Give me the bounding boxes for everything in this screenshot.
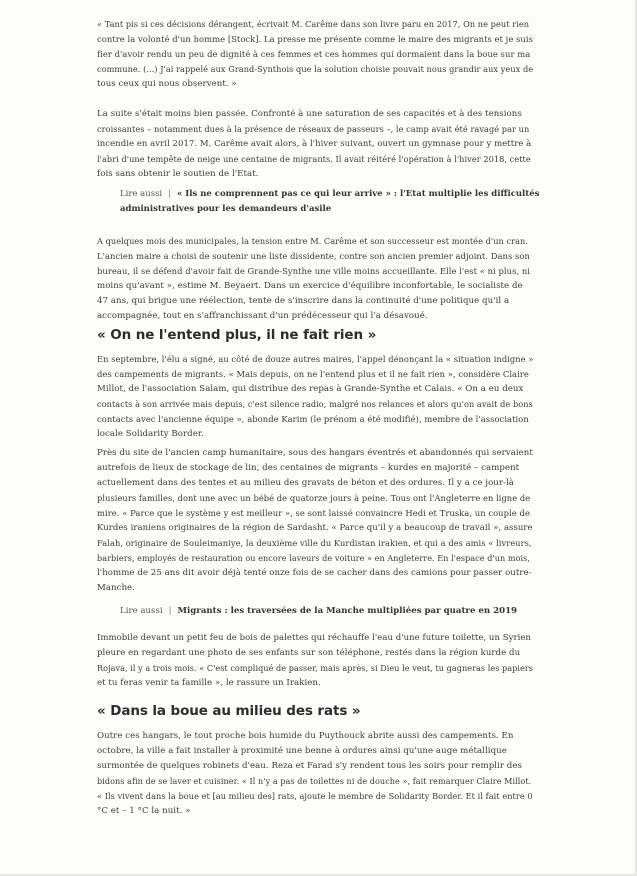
text-line: Millot, de l'association Salam, qui distribue des repas à Grande-Synthe et Calais. « On a eu deux [97,384,524,394]
text-line: l'homme de 25 ans dit avoir déjà tenté onze fois de se cacher dans des camions pour passer outre- [97,568,532,578]
text-line: Immobile devant un petit feu de bois de palettes qui réchauffe l'eau d'une future toilette, un Syrien [97,633,531,643]
read-also-block [120,187,540,217]
text-line: autrefois de lieux de stockage de lin, des centaines de migrants – kurdes en majorité – campent [97,463,520,473]
text-line: fois sans obtenir le soutien de l'Etat. [97,169,259,179]
paragraph-puythouck [97,729,533,819]
text-line: barbiers, employés de restauration ou encore laveurs de voiture » en Angleterre. En l'espace d'un mois, [97,553,530,563]
text-line: l'abri d'une tempête de neige une centaine de migrants. Il avait réitéré l'opération à l'hiver 2018, cette [97,154,531,164]
text-line: commune. (...) J'ai rappelé aux Grand-Synthois que la solution choisie pouvait nous grandir aux yeux de [97,64,534,74]
text-line: « Tant pis si ces décisions dérangent, écrivait M. Carême dans son livre paru en 2017, On ne peut rien [97,19,530,29]
read-also-block [120,604,520,619]
read-also-line [120,187,540,202]
text-line: bidons afin de se laver et cuisiner. « Il n'y a pas de toilettes ni de douche », fait remarquer Claire Millot. [97,776,532,786]
text-line: locale Solidarity Border. [97,429,204,439]
text-line: et tu feras venir ta famille », le rassure un Irakien. [97,678,321,688]
paragraph-hangars [97,446,533,596]
read-also-link-continued[interactable]: administratives pour les demandeurs d'asile [120,204,332,214]
read-also-label: Lire aussi [120,606,163,616]
read-also-label: Lire aussi [120,189,163,199]
text-line: octobre, la ville a fait installer à proximité une benne à ordures ainsi qu'une auge métallique [97,746,507,756]
text-line: La suite s'était moins bien passée. Confronté à une saturation de ses capacités et à des tensions [97,109,522,119]
text-line: Manche. [97,583,135,593]
text-line: moins qu'avant », estime M. Beyaert. Dans un exercice d'équilibre inconfortable, le socialiste de [97,281,523,291]
text-line: croissantes – notamment dues à la présence de réseaux de passeurs –, le camp avait été ravagé par un [97,124,530,134]
text-line: Kurdes iraniens originaires de la région de Sardasht. « Parce qu'il y a beaucoup de travail », assure [97,523,533,533]
text-line: accompagnée, tout en s'affranchissant d'un prédécesseur qui l'a désavoué. [97,311,428,321]
text-line: Falah, originaire de Souleimaniye, la deuxième ville du Kurdistan irakien, et qui a des amis « livreurs, [97,538,532,548]
paragraph-syrien [97,631,533,691]
paragraph-camp-fire [97,107,533,182]
text-line: Près du site de l'ancien camp humanitaire, sous des hangars éventrés et abandonnés qui servaient [97,448,533,458]
separator: | [168,606,172,616]
text-line: surmontée de quelques robinets d'eau. Reza et Farad s'y rendent tous les soirs pour remplir des [97,761,522,771]
text-line: contre la volonté d'un homme [Stock]. La presse me présente comme le maire des migrants et je suis [97,34,533,44]
text-line: fier d'avoir rendu un peu de dignité à ces femmes et ces hommes qui dormaient dans la boue sur ma [97,49,531,59]
text-line: tous ceux qui nous observent. » [97,79,237,89]
section-heading: « Dans la boue au milieu des rats » [97,703,361,719]
text-line: Outre ces hangars, le tout proche bois humide du Puythouck abrite aussi des campements. En [97,731,514,741]
text-line: « Ils vivent dans la boue et [au milieu des] rats, ajoute le membre de Solidarity Border. Et il fait entre 0 [97,791,533,801]
text-line: actuellement dans des tentes et au milieu des gravats de béton et des ordures. Il y a ce jour-là [97,478,514,488]
text-line: plusieurs familles, dont une avec un bébé de quatorze jours à peine. Tous ont l'Angleterre en ligne de [97,493,531,503]
text-line: mire. « Parce que le système y est meilleur », se sont laissé convaincre Hedi et Truska, un couple de [97,508,530,518]
text-line: En septembre, l'élu a signé, au côté de douze autres maires, l'appel dénonçant la « situation indigne » [97,354,534,364]
paragraph-appel [97,352,533,442]
read-also-link[interactable]: Migrants : les traversées de la Manche multipliées par quatre en 2019 [177,606,518,616]
text-line: L'ancien maire a choisi de soutenir une liste dissidente, contre son ancien premier adjoint. Dans son [97,251,530,261]
text-line: Rojava, il y a trois mois. « C'est compliqué de passer, mais après, si Dieu le veut, tu gagneras les papiers [97,663,533,673]
text-line: incendie en avril 2017. M. Carême avait alors, à l'hiver suivant, ouvert un gymnase pour y mettre à [97,139,532,149]
text-line: contacts avec l'ancienne équipe », abonde Karim (le prénom a été modifié), membre de l'association [97,414,529,424]
text-line: A quelques mois des municipales, la tension entre M. Carême et son successeur est montée d'un cran. [97,236,529,246]
paragraph-quote-careme [97,17,533,92]
separator: | [168,189,172,199]
section-heading: « On ne l'entend plus, il ne fait rien » [97,327,377,343]
text-line: 47 ans, qui brigue une réélection, tente de s'inscrire dans la continuité d'une politique qu'il a [97,296,510,306]
text-line: °C et – 1 °C la nuit. » [97,806,191,816]
text-line: bureau, il se défend d'avoir fait de Grande-Synthe une ville moins accueillante. Elle l'est « ni plus, ni [97,266,531,276]
paragraph-municipales [97,234,533,324]
read-also-link[interactable]: « Ils ne comprennent pas ce qui leur arrive » : l'Etat multiplie les difficultés [177,189,540,199]
text-line: contacts à son arrivée mais depuis, c'est silence radio, malgré nos relances et alors qu'on avait de bons [97,399,533,409]
text-line: des campements de migrants. « Mais depuis, on ne l'entend plus et il ne fait rien », considère Claire [97,369,529,379]
text-line: pleure en regardant une photo de ses enfants sur son téléphone, restés dans la région kurde du [97,648,521,658]
